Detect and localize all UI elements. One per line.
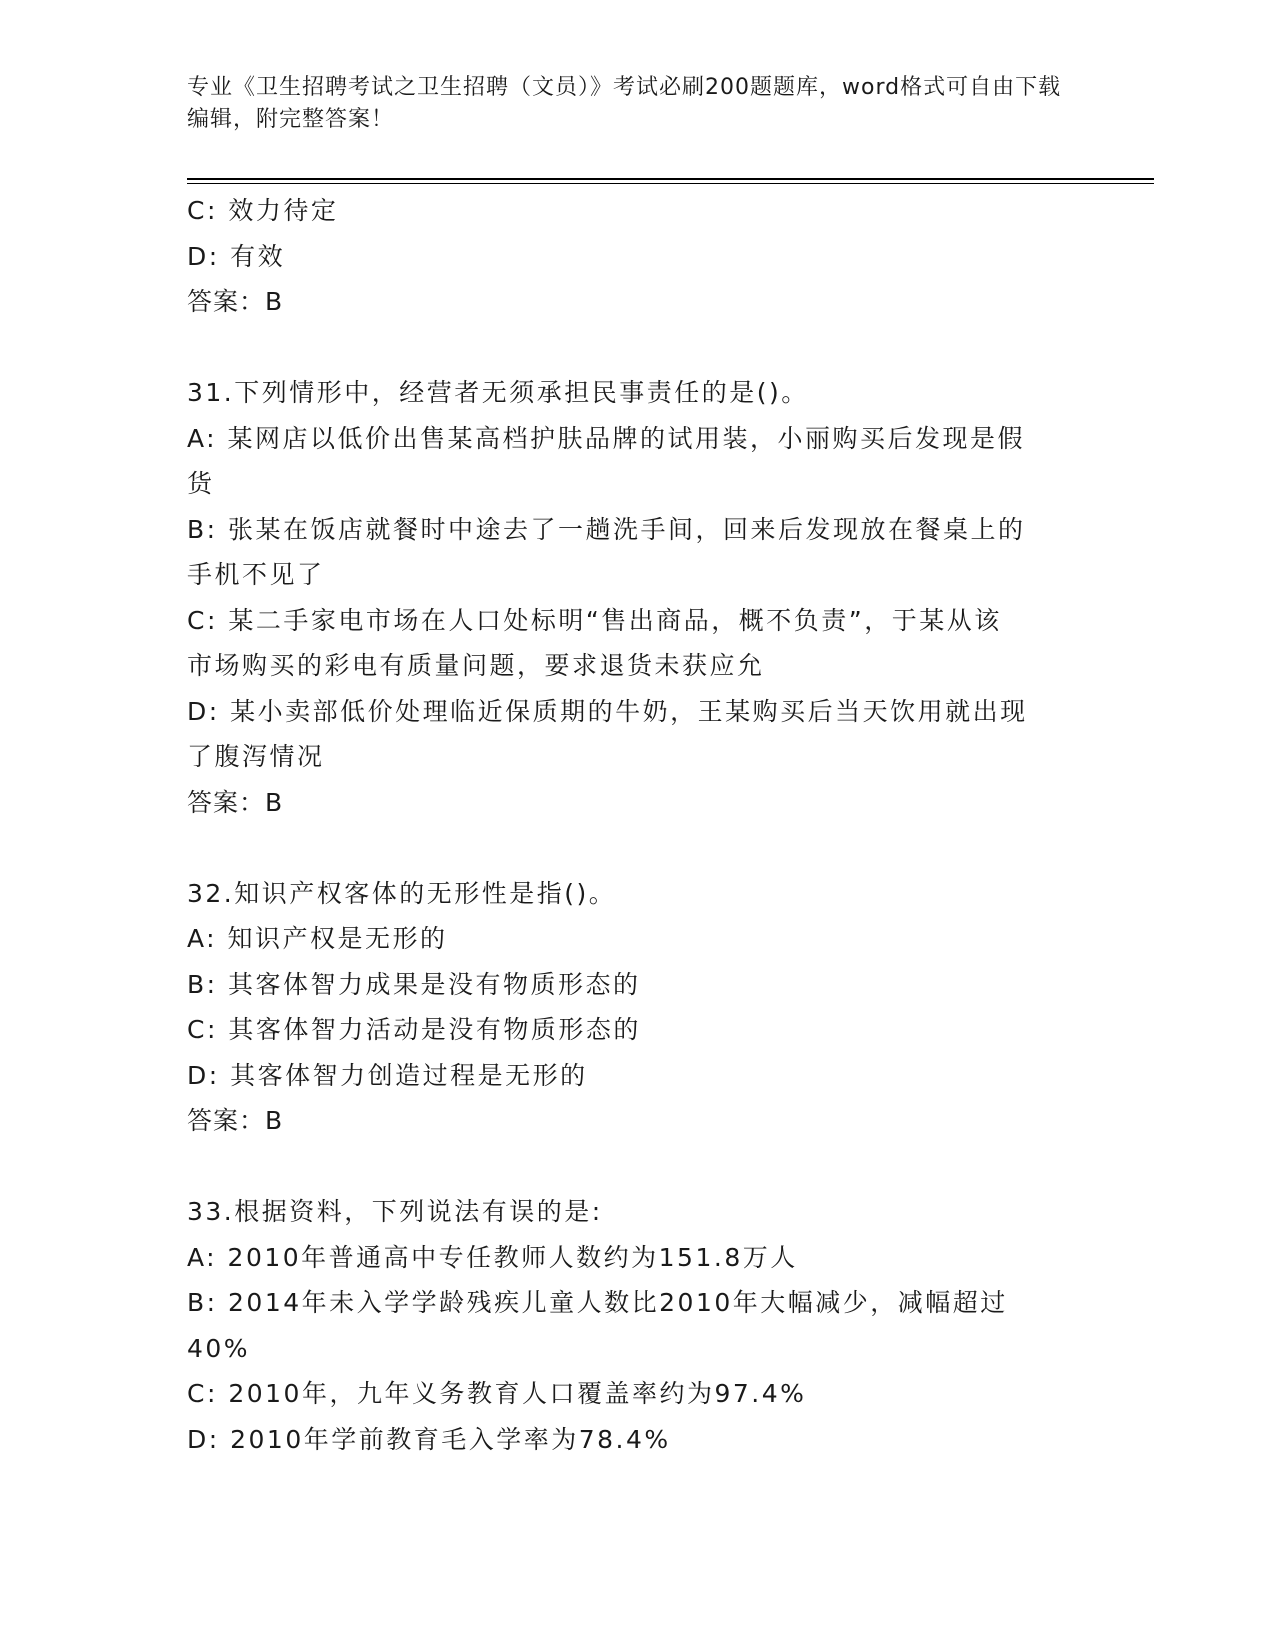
spacer [187, 825, 1077, 871]
answer-line: 答案：B [187, 287, 284, 316]
option-c: C: 效力待定 [187, 196, 339, 225]
question-stem: 31.下列情形中，经营者无须承担民事责任的是()。 [187, 378, 809, 407]
option-d: D: 其客体智力创造过程是无形的 [187, 1060, 588, 1090]
option-c: C: 其客体智力活动是没有物质形态的 [187, 1015, 641, 1044]
option-a: A: 某网店以低价出售某高档护肤品牌的试用装，小丽购买后发现是假 [187, 423, 1026, 453]
option-b-continued: 手机不见了 [187, 560, 325, 589]
option-a: A: 知识产权是无形的 [187, 924, 448, 953]
answer-line: 答案：B [187, 787, 284, 817]
option-d: D: 有效 [187, 241, 286, 271]
spacer [187, 1144, 1077, 1190]
header-rule-bottom [187, 183, 1154, 184]
option-d: D: 某小卖部低价处理临近保质期的牛奶，王某购买后当天饮用就出现 [187, 696, 1028, 726]
header-rule-top [187, 178, 1154, 180]
question-content [187, 188, 1077, 1462]
question-stem: 32.知识产权客体的无形性是指()。 [187, 878, 617, 908]
option-c: C: 某二手家电市场在人口处标明“售出商品，概不负责”，于某从该 [187, 605, 1002, 635]
option-b: B: 2014年未入学学龄残疾儿童人数比2010年大幅减少，减幅超过 [187, 1288, 1008, 1317]
question-stem: 33.根据资料，下列说法有误的是: [187, 1197, 603, 1226]
option-c-continued: 市场购买的彩电有质量问题，要求退货未获应允 [187, 651, 765, 680]
option-b-continued: 40% [187, 1333, 251, 1363]
option-b: B: 其客体智力成果是没有物质形态的 [187, 969, 641, 999]
answer-line: 答案：B [187, 1106, 284, 1135]
option-a: A: 2010年普通高中专任教师人数约为151.8万人 [187, 1242, 798, 1272]
document-title: 专业《卫生招聘考试之卫生招聘（文员）》考试必刷200题题库，word格式可自由下载编辑，附完整答案！ [187, 75, 1062, 132]
option-d: D: 2010年学前教育毛入学率为78.4% [187, 1424, 671, 1454]
option-d-continued: 了腹泻情况 [187, 742, 325, 771]
option-a-continued: 货 [187, 469, 215, 498]
option-b: B: 张某在饭店就餐时中途去了一趟洗手间，回来后发现放在餐桌上的 [187, 514, 1026, 544]
option-c: C: 2010年，九年义务教育人口覆盖率约为97.4% [187, 1379, 807, 1408]
spacer [187, 325, 1077, 371]
